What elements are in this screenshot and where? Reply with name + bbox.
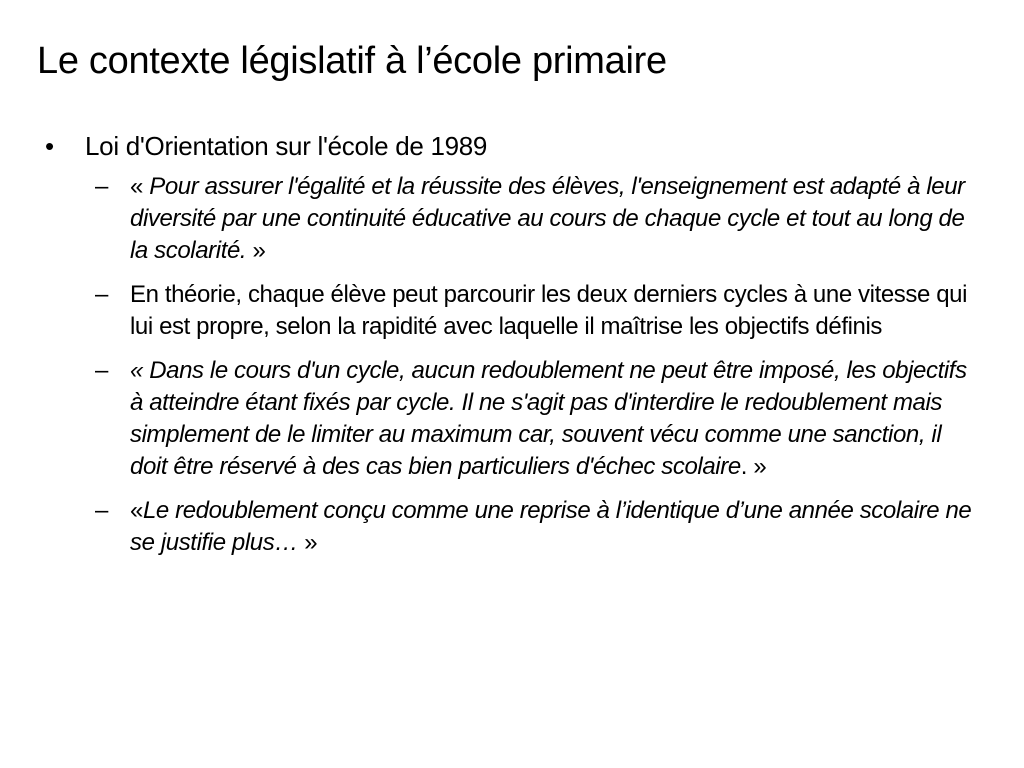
sub-item-reprise-quote bbox=[95, 495, 980, 559]
quote-open: « bbox=[130, 497, 143, 524]
quote-close: . » bbox=[740, 453, 767, 480]
sub-item-text: En théorie, chaque élève peut parcourir les deux derniers cycles à une vitesse qui lui est propre, selon la rapidité avec laquelle il maîtrise les objectifs définis bbox=[130, 281, 968, 340]
quote-close: » bbox=[297, 529, 318, 556]
dash-icon: – bbox=[95, 173, 108, 200]
quote-text: « Dans le cours d'un cycle, aucun redoublement ne peut être imposé, les objectifs à atteindre étant fixés par cycle. Il ne s'agit pas d'interdire le redoublement mais simplement de le limiter au maximum car, souvent vécu comme une sanction, il doit être réservé à des cas bien particuliers d'échec scolaire bbox=[130, 357, 967, 480]
dash-icon: – bbox=[95, 281, 108, 308]
quote-close: » bbox=[246, 237, 266, 264]
bullet-item-loi-orientation bbox=[45, 129, 980, 163]
slide-title: Le contexte législatif à l’école primaire bbox=[37, 40, 667, 82]
quote-text: Pour assurer l'égalité et la réussite des élèves, l'enseignement est adapté à leur diversité par une continuité éducative au cours de chaque cycle et tout au long de la scolarité. bbox=[130, 173, 965, 264]
sub-bullet-list bbox=[45, 171, 980, 559]
bullet-text: Loi d'Orientation sur l'école de 1989 bbox=[85, 131, 488, 161]
bullet-icon: • bbox=[45, 131, 54, 161]
dash-icon: – bbox=[95, 497, 108, 524]
quote-open: « bbox=[130, 173, 150, 200]
slide-content bbox=[45, 129, 980, 571]
sub-item-theorie bbox=[95, 279, 980, 343]
sub-item-redoublement-cycle-quote bbox=[95, 355, 980, 483]
dash-icon: – bbox=[95, 357, 108, 384]
sub-item-egalite-quote bbox=[95, 171, 980, 267]
quote-text: Le redoublement conçu comme une reprise à l’identique d’une année scolaire ne se justifie plus… bbox=[130, 497, 972, 556]
